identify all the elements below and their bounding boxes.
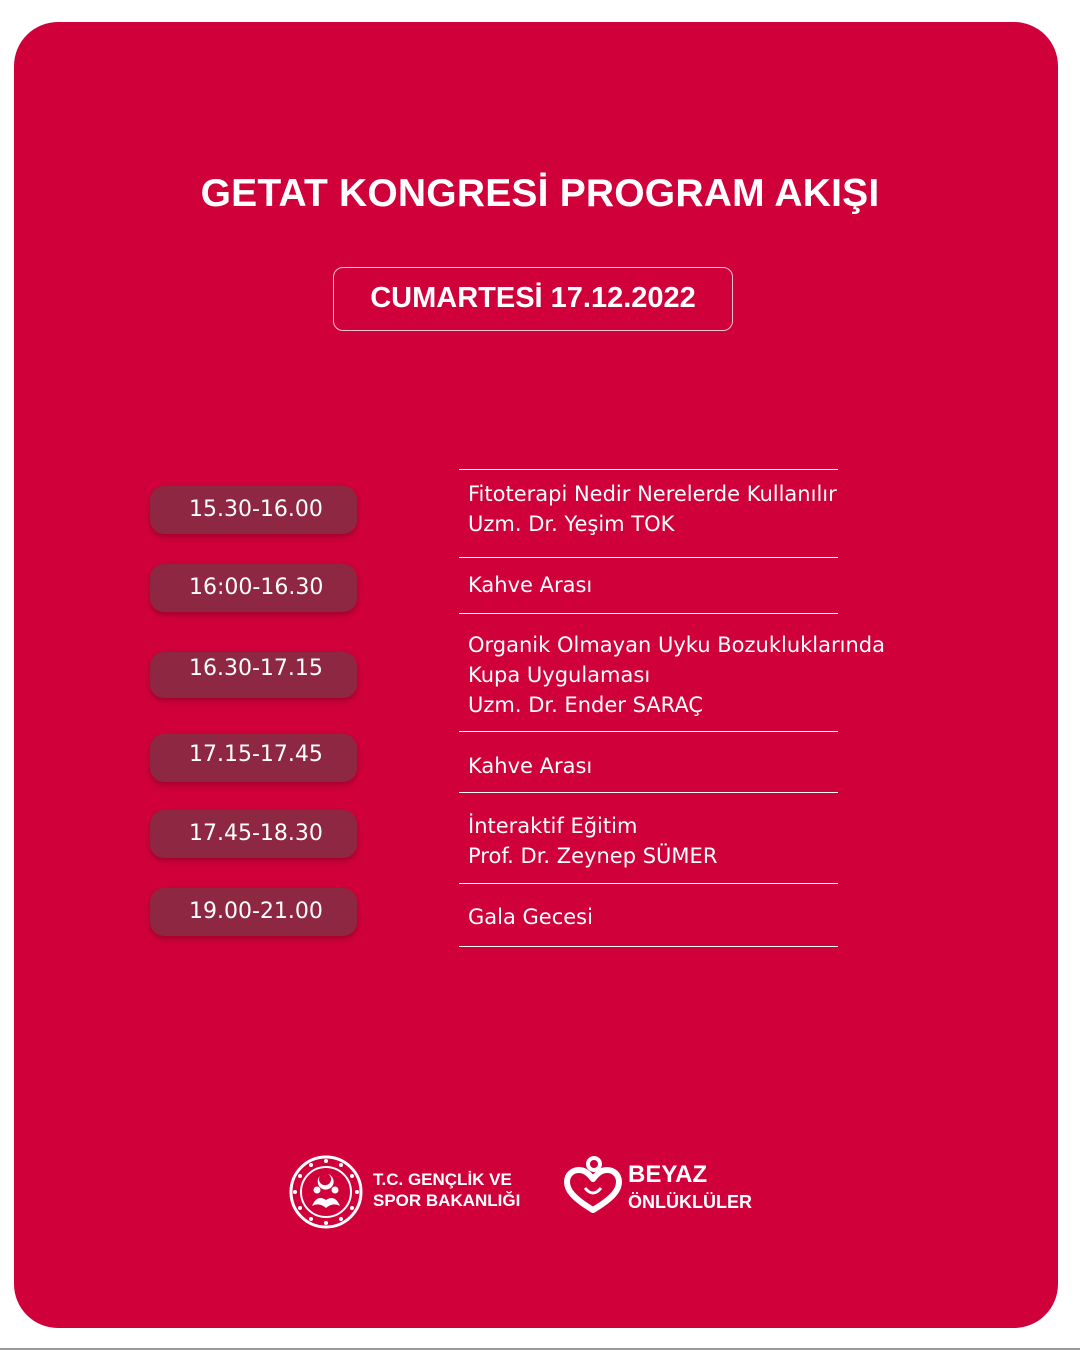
schedule-divider: [459, 883, 838, 884]
schedule-entry: [468, 570, 592, 600]
session-title: Organik Olmayan Uyku Bozukluklarında: [468, 633, 885, 657]
sponsor-logos: [0, 1150, 1080, 1230]
session-title: Fitoterapi Nedir Nerelerde Kullanılır: [468, 482, 837, 506]
time-slot-badge: 19.00-21.00: [150, 888, 357, 936]
schedule-divider: [459, 731, 838, 732]
time-slot-badge: 15.30-16.00: [150, 486, 357, 534]
time-slot-badge: 17.15-17.45: [150, 734, 357, 782]
time-slot-badge: 17.45-18.30: [150, 810, 357, 858]
session-speaker: Uzm. Dr. Ender SARAÇ: [468, 693, 704, 717]
beyaz-logo-title: BEYAZ: [628, 1161, 708, 1188]
date-badge: CUMARTESİ 17.12.2022: [333, 267, 733, 331]
schedule-entry: [468, 630, 885, 720]
schedule-divider: [459, 613, 838, 614]
schedule-entry: [468, 811, 717, 871]
page-title: GETAT KONGRESİ PROGRAM AKIŞI: [200, 172, 880, 215]
session-title: Kahve Arası: [468, 573, 593, 597]
time-slot-badge: 16.30-17.15: [150, 652, 357, 698]
session-speaker: Prof. Dr. Zeynep SÜMER: [468, 844, 718, 868]
ministry-logo-text: [373, 1169, 520, 1211]
ministry-line-1: T.C. GENÇLİK VE: [373, 1170, 512, 1189]
session-speaker: Uzm. Dr. Yeşim TOK: [468, 512, 675, 536]
schedule-divider: [459, 469, 838, 470]
heart-icon: [563, 1154, 623, 1216]
schedule-entry: [468, 751, 592, 781]
schedule-entry: [468, 479, 837, 539]
beyaz-logo-subtitle: ÖNLÜKLÜLER: [628, 1192, 752, 1212]
schedule-divider: [459, 946, 838, 947]
session-title: Kupa Uygulaması: [468, 663, 651, 687]
session-title: Gala Gecesi: [468, 905, 593, 929]
schedule-entry: [468, 902, 593, 932]
time-slot-badge: 16:00-16.30: [150, 564, 357, 612]
schedule-divider: [459, 792, 838, 793]
ministry-seal-icon: [288, 1154, 364, 1230]
session-title: İnteraktif Eğitim: [468, 814, 638, 838]
session-title: Kahve Arası: [468, 754, 593, 778]
schedule-divider: [459, 557, 838, 558]
ministry-line-2: SPOR BAKANLIĞI: [373, 1191, 521, 1210]
